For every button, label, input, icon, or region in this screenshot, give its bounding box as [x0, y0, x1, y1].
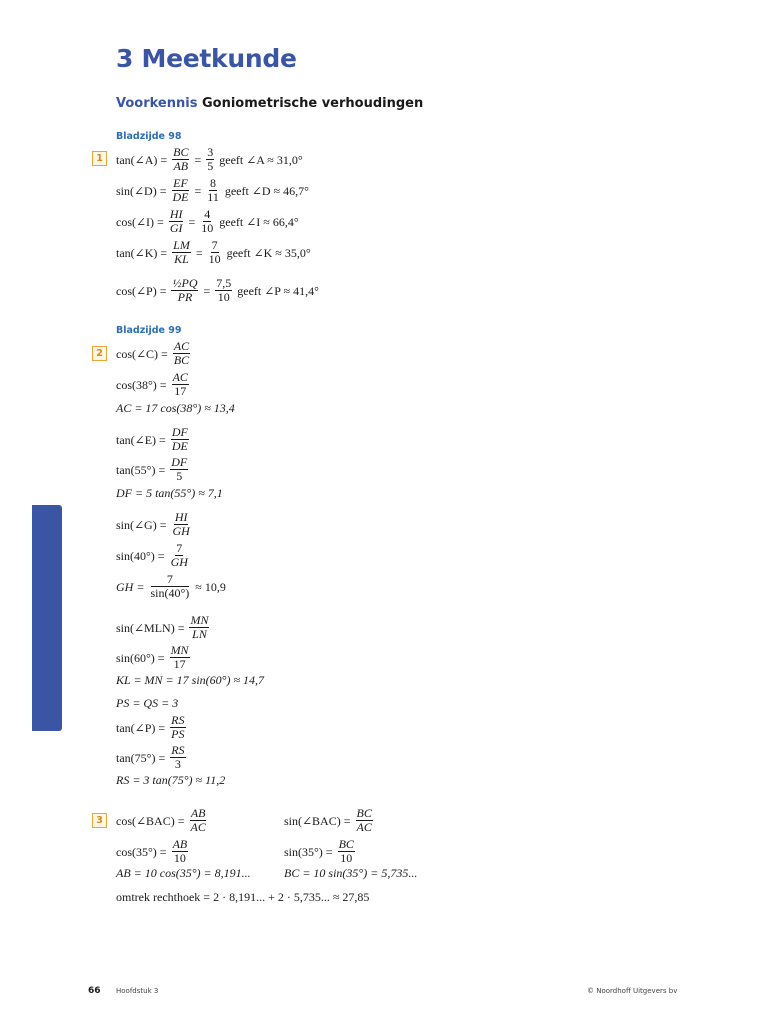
- expr-left: tan(55°) =: [116, 462, 169, 477]
- numerator: RS: [171, 713, 185, 727]
- fraction: [170, 744, 185, 771]
- numerator: 7,5: [216, 276, 232, 290]
- denominator: PS: [171, 727, 185, 741]
- denominator: GI: [169, 221, 183, 235]
- exercise-number-2: 2: [92, 346, 107, 361]
- fraction: [173, 340, 190, 367]
- denominator: 5: [176, 469, 183, 483]
- ex2-d-line-3: KL = MN = 17 sin(60°) ≈ 14,7: [116, 673, 265, 687]
- fraction: [170, 542, 189, 569]
- fraction: [172, 239, 191, 266]
- fraction: [189, 807, 206, 834]
- equals: =: [200, 283, 214, 298]
- equals: =: [191, 152, 205, 167]
- ex1-l2-pre: sin(∠D) =: [116, 183, 170, 198]
- exercise-number-3: 3: [92, 813, 107, 828]
- ex2-c-line-2: [116, 542, 191, 569]
- numerator: AC: [172, 370, 188, 384]
- denominator: 5: [207, 159, 214, 173]
- ex2-b-line-3: DF = 5 tan(55°) ≈ 7,1: [116, 486, 223, 500]
- ex2-b-line-1: [116, 426, 191, 453]
- numerator: 3: [207, 145, 214, 159]
- numerator: MN: [170, 643, 189, 657]
- expr-left: tan(∠E) =: [116, 432, 169, 447]
- fraction: [189, 614, 209, 641]
- chapter-side-tab: [32, 505, 62, 731]
- exercise-number-1: 1: [92, 151, 107, 166]
- denominator: 3: [174, 757, 181, 771]
- ex2-a-line-2: [116, 371, 191, 398]
- fraction: [170, 456, 188, 483]
- equals: =: [185, 214, 199, 229]
- numerator: 4: [204, 207, 211, 221]
- ex2-e-line-3: RS = 3 tan(75°) ≈ 11,2: [116, 773, 226, 787]
- numerator: RS: [171, 743, 185, 757]
- denominator: sin(40°): [150, 586, 190, 600]
- footer-page-number: 66: [88, 986, 101, 996]
- ex1-line-2: [116, 177, 309, 204]
- fraction: [149, 573, 190, 600]
- ex1-line-5: [116, 277, 319, 304]
- ex3-perimeter-line: omtrek rechthoek = 2 · 8,191... + 2 · 5,735... ≈ 27,85: [116, 890, 370, 904]
- ex1-l3-pre: cos(∠I) =: [116, 214, 167, 229]
- denominator: GH: [172, 524, 190, 538]
- ex1-l5-result: geeft ∠P ≈ 41,4°: [234, 283, 319, 298]
- chapter-title: 3 Meetkunde: [116, 44, 297, 73]
- denominator: PR: [177, 290, 193, 304]
- page-reference-98: Bladzijde 98: [116, 131, 182, 142]
- numerator: 7: [151, 573, 189, 587]
- numerator: BC: [356, 806, 372, 820]
- ex2-a-line-3: AC = 17 cos(38°) ≈ 13,4: [116, 401, 235, 415]
- expr-left: sin(∠BAC) =: [284, 813, 354, 828]
- fraction: [215, 277, 232, 304]
- numerator: DF: [171, 425, 188, 439]
- footer-chapter: Hoofdstuk 3: [116, 987, 159, 995]
- expr-left: cos(38°) =: [116, 377, 170, 392]
- fraction: [171, 277, 198, 304]
- fraction: [206, 146, 214, 173]
- ex2-b-line-2: [116, 456, 190, 483]
- page-reference-99: Bladzijde 99: [116, 325, 182, 336]
- fraction: [171, 177, 189, 204]
- ex1-l5-pre: cos(∠P) =: [116, 283, 170, 298]
- numerator: EF: [173, 176, 188, 190]
- fraction: [208, 239, 222, 266]
- ex1-l4-result: geeft ∠K ≈ 35,0°: [223, 245, 311, 260]
- numerator: HI: [174, 510, 188, 524]
- denominator: KL: [174, 252, 189, 266]
- numerator: BC: [173, 145, 189, 159]
- denominator: 10: [173, 851, 186, 865]
- equals: =: [191, 183, 205, 198]
- denominator: 11: [207, 190, 219, 204]
- ex1-l1-result: geeft ∠A ≈ 31,0°: [216, 152, 303, 167]
- denominator: AC: [356, 820, 372, 834]
- ex1-line-1: [116, 146, 303, 173]
- section-name: Goniometrische verhoudingen: [197, 96, 424, 111]
- fraction: [356, 807, 373, 834]
- ex2-a-line-1: [116, 340, 192, 367]
- ex1-l1-pre: tan(∠A) =: [116, 152, 171, 167]
- denominator: 17: [173, 657, 186, 671]
- denominator: DE: [172, 190, 189, 204]
- ex3-right-line-3: BC = 10 sin(35°) = 5,735...: [284, 866, 418, 880]
- fraction: [172, 146, 189, 173]
- fraction: [206, 177, 220, 204]
- ex1-l4-pre: tan(∠K) =: [116, 245, 171, 260]
- expr-left: GH =: [116, 579, 148, 594]
- ex2-c-line-3: [116, 573, 226, 600]
- denominator: DE: [171, 439, 188, 453]
- footer-copyright: © Noordhoff Uitgevers bv: [587, 987, 678, 995]
- expr-left: sin(∠MLN) =: [116, 620, 188, 635]
- fraction: [171, 511, 190, 538]
- numerator: AB: [172, 837, 188, 851]
- ex1-line-3: [116, 208, 299, 235]
- denominator: 10: [208, 252, 221, 266]
- equals: =: [192, 245, 206, 260]
- ex2-c-line-1: [116, 511, 193, 538]
- numerator: HI: [169, 207, 183, 221]
- denominator: GH: [170, 555, 188, 569]
- section-keyword: Voorkennis: [116, 96, 198, 111]
- ex2-d-line-2: [116, 644, 192, 671]
- denominator: AB: [173, 159, 189, 173]
- expr-left: sin(35°) =: [284, 844, 336, 859]
- denominator: 10: [201, 221, 214, 235]
- expr-left: sin(∠G) =: [116, 517, 170, 532]
- ex3-right-line-2: [284, 838, 357, 865]
- expr-left: sin(40°) =: [116, 548, 168, 563]
- denominator: BC: [173, 353, 190, 367]
- denominator: 17: [174, 384, 187, 398]
- ex3-left-line-2: [116, 838, 190, 865]
- denominator: AC: [190, 820, 206, 834]
- numerator: 8: [210, 176, 217, 190]
- numerator: BC: [338, 837, 354, 851]
- numerator: AC: [173, 339, 190, 353]
- ex1-line-4: [116, 239, 311, 266]
- fraction: [171, 426, 189, 453]
- ex3-left-line-3: AB = 10 cos(35°) = 8,191...: [116, 866, 251, 880]
- expr-left: sin(60°) =: [116, 650, 168, 665]
- numerator: 7: [211, 238, 218, 252]
- numerator: ½PQ: [172, 276, 198, 290]
- denominator: 10: [217, 290, 230, 304]
- ex1-l2-result: geeft ∠D ≈ 46,7°: [221, 183, 309, 198]
- section-title: [116, 96, 423, 111]
- expr-left: tan(75°) =: [116, 750, 169, 765]
- numerator: LM: [173, 238, 190, 252]
- ex2-e-line-1: [116, 714, 188, 741]
- expr-result: ≈ 10,9: [192, 579, 226, 594]
- ex2-d-line-1: [116, 614, 211, 641]
- ex3-right-line-1: [284, 807, 375, 834]
- ex1-l3-result: geeft ∠I ≈ 66,4°: [216, 214, 299, 229]
- ex3-left-line-1: [116, 807, 209, 834]
- ex2-e-line-0: PS = QS = 3: [116, 696, 179, 710]
- fraction: [200, 208, 214, 235]
- expr-left: tan(∠P) =: [116, 720, 169, 735]
- fraction: [172, 371, 189, 398]
- numerator: 7: [176, 541, 183, 555]
- denominator: 10: [340, 851, 353, 865]
- fraction: [338, 838, 355, 865]
- numerator: DF: [171, 455, 188, 469]
- fraction: [170, 714, 185, 741]
- expr-left: cos(∠C) =: [116, 346, 171, 361]
- numerator: MN: [190, 613, 209, 627]
- fraction: [172, 838, 189, 865]
- expr-left: cos(∠BAC) =: [116, 813, 188, 828]
- denominator: LN: [192, 627, 207, 641]
- fraction: [170, 644, 190, 671]
- expr-left: cos(35°) =: [116, 844, 170, 859]
- fraction: [169, 208, 184, 235]
- numerator: AB: [190, 806, 206, 820]
- ex2-e-line-2: [116, 744, 188, 771]
